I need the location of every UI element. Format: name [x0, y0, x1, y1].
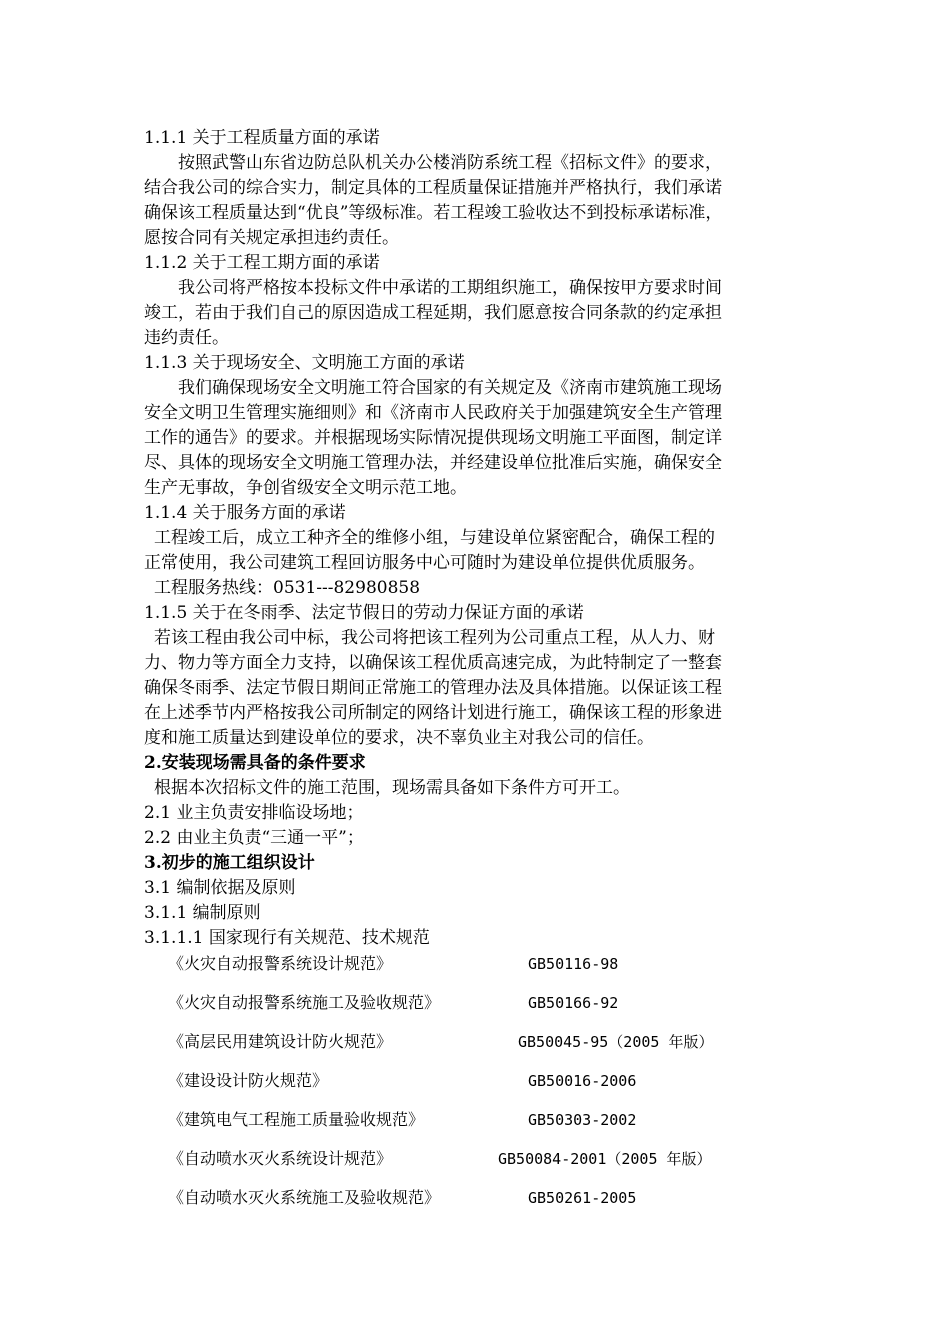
standard-code: GB50084-2001（2005 年版）	[498, 1150, 712, 1168]
paragraph-line: 我们确保现场安全文明施工符合国家的有关规定及《济南市建筑施工现场	[178, 378, 722, 398]
paragraph-line: 我公司将严格按本投标文件中承诺的工期组织施工，确保按甲方要求时间	[178, 278, 722, 298]
paragraph-line: 力、物力等方面全力支持，以确保该工程优质高速完成，为此特制定了一整套	[144, 653, 722, 673]
paragraph-line: 工程竣工后，成立工种齐全的维修小组，与建设单位紧密配合，确保工程的	[154, 528, 715, 548]
paragraph-line: 度和施工质量达到建设单位的要求，决不辜负业主对我公司的信任。	[144, 728, 654, 748]
standard-row	[144, 1031, 816, 1070]
paragraph-line: 竣工，若由于我们自己的原因造成工程延期，我们愿意按合同条款的约定承担	[144, 303, 722, 323]
standard-name: 《火灾自动报警系统施工及验收规范》	[168, 993, 441, 1012]
paragraph-line: 正常使用，我公司建筑工程回访服务中心可随时为建设单位提供优质服务。	[144, 553, 705, 573]
heading-2: 2.安装现场需具备的条件要求	[144, 753, 366, 773]
list-item-2-2: 2.2 由业主负责“三通一平”；	[144, 828, 364, 848]
paragraph-line: 违约责任。	[144, 328, 229, 348]
standard-row	[144, 1070, 816, 1109]
paragraph-line: 工作的通告》的要求。并根据现场实际情况提供现场文明施工平面图，制定详	[144, 428, 722, 448]
service-hotline: 工程服务热线：0531---82980858	[154, 578, 421, 598]
standard-row	[144, 1187, 816, 1226]
standard-name: 《自动喷水灭火系统施工及验收规范》	[168, 1188, 441, 1207]
heading-1-1-4: 1.1.4 关于服务方面的承诺	[144, 503, 346, 523]
standard-row	[144, 1109, 816, 1148]
standard-name: 《高层民用建筑设计防火规范》	[168, 1032, 393, 1051]
heading-3-1-1: 3.1.1 编制原则	[144, 903, 261, 923]
paragraph-line: 按照武警山东省边防总队机关办公楼消防系统工程《招标文件》的要求，	[178, 153, 722, 173]
standard-name: 《建筑电气工程施工质量验收规范》	[168, 1110, 425, 1129]
heading-1-1-2: 1.1.2 关于工程工期方面的承诺	[144, 253, 380, 273]
paragraph-line: 确保冬雨季、法定节假日期间正常施工的管理办法及具体措施。以保证该工程	[144, 678, 722, 698]
standard-row	[144, 992, 816, 1031]
standards-list	[144, 953, 816, 1226]
standard-row	[144, 953, 816, 992]
list-item-2-1: 2.1 业主负责安排临设场地；	[144, 803, 364, 823]
standard-name: 《火灾自动报警系统设计规范》	[168, 954, 393, 973]
heading-1-1-3: 1.1.3 关于现场安全、文明施工方面的承诺	[144, 353, 465, 373]
paragraph-line: 确保该工程质量达到“优良”等级标准。若工程竣工验收达不到投标承诺标准，	[144, 203, 723, 223]
standard-code: GB50116-98	[528, 955, 619, 973]
paragraph-line: 愿按合同有关规定承担违约责任。	[144, 228, 399, 248]
standard-row	[144, 1148, 816, 1187]
heading-3-1: 3.1 编制依据及原则	[144, 878, 296, 898]
paragraph-line: 尽、具体的现场安全文明施工管理办法，并经建设单位批准后实施，确保安全	[144, 453, 722, 473]
paragraph-line: 结合我公司的综合实力，制定具体的工程质量保证措施并严格执行，我们承诺	[144, 178, 722, 198]
standard-code: GB50045-95（2005 年版）	[518, 1033, 714, 1051]
paragraph-line: 生产无事故，争创省级安全文明示范工地。	[144, 478, 467, 498]
heading-3-1-1-1: 3.1.1.1 国家现行有关规范、技术规范	[144, 928, 430, 948]
standard-name: 《建设设计防火规范》	[168, 1071, 329, 1090]
heading-3: 3.初步的施工组织设计	[144, 853, 315, 873]
standard-name: 《自动喷水灭火系统设计规范》	[168, 1149, 393, 1168]
standard-code: GB50016-2006	[528, 1072, 637, 1090]
standard-code: GB50261-2005	[528, 1189, 637, 1207]
standard-code: GB50166-92	[528, 994, 619, 1012]
paragraph-line: 安全文明卫生管理实施细则》和《济南市人民政府关于加强建筑安全生产管理	[144, 403, 722, 423]
paragraph-line: 在上述季节内严格按我公司所制定的网络计划进行施工，确保该工程的形象进	[144, 703, 722, 723]
heading-1-1-5: 1.1.5 关于在冬雨季、法定节假日的劳动力保证方面的承诺	[144, 603, 584, 623]
paragraph-line: 若该工程由我公司中标，我公司将把该工程列为公司重点工程，从人力、财	[154, 628, 715, 648]
heading-1-1-1: 1.1.1 关于工程质量方面的承诺	[144, 128, 380, 148]
standard-code: GB50303-2002	[528, 1111, 637, 1129]
paragraph-line: 根据本次招标文件的施工范围，现场需具备如下条件方可开工。	[154, 778, 630, 798]
document-body	[144, 126, 816, 1226]
